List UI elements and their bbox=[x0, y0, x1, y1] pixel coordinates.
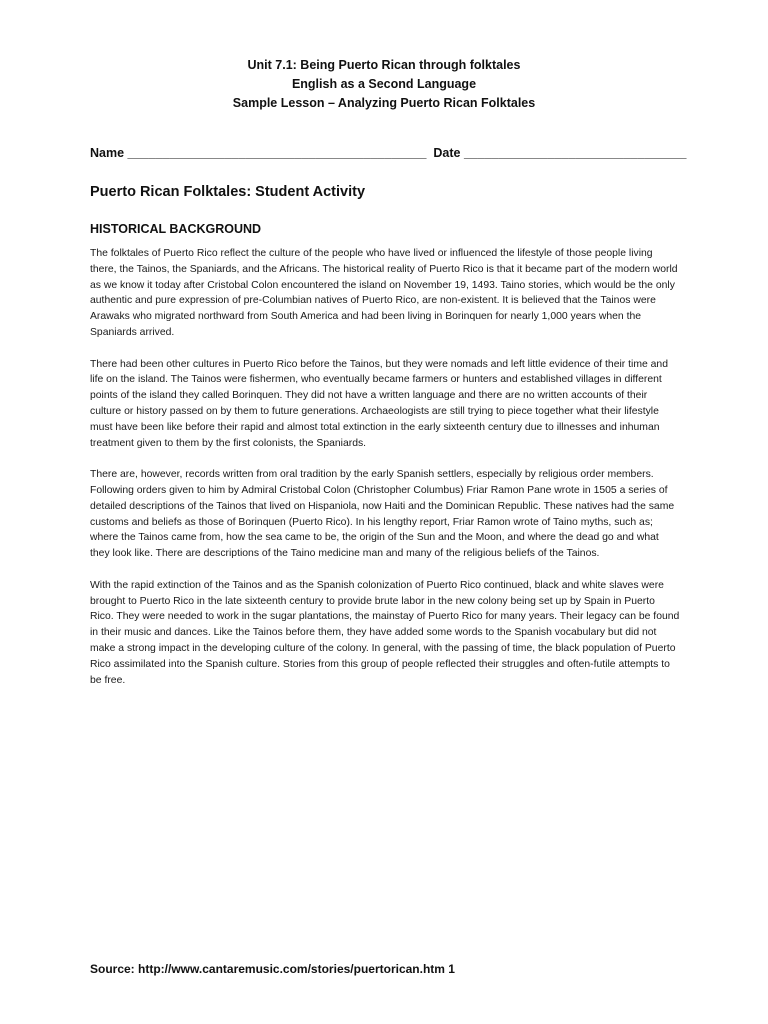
paragraph-1: The folktales of Puerto Rico reflect the culture of the people who have lived or influenced the lifestyle of those people living there, the Tainos, the Spaniards, and the Africans. The historical reality of Puerto Rico is that it became part of the modern world as we know it today after Cristobal Colon encountered the island on November 19, 1493. Taino stories, which would be the only authentic and pure expression of pre-Columbian natives of Puerto Rico, are non-existent. It is believed that the Tainos were Arawaks who migrated northward from South America and had been living in Borinquen for nearly 1,000 years when the Spaniards arrived. bbox=[90, 248, 678, 338]
document-header bbox=[0, 56, 768, 113]
course-name: English as a Second Language bbox=[291, 77, 477, 91]
source-footer: Source: http://www.cantaremusic.com/stories/puertorican.htm 1 bbox=[90, 962, 455, 976]
body-text bbox=[90, 246, 680, 704]
section-heading: HISTORICAL BACKGROUND bbox=[90, 222, 262, 236]
paragraph-4: With the rapid extinction of the Tainos and as the Spanish colonization of Puerto Rico continued, black and white slaves were brought to Puerto Rico in the late sixteenth century to provide brute labor in the new colony being set up by Spain in Puerto Rico. They were needed to work in the sugar plantations, the mainstay of Puerto Rico for many years. Their legacy can be found in their music and dances. Like the Tainos before them, they have added some words to the Spanish vocabulary but did not make a strong impact in the developing culture of the colony. In general, with the passing of time, the black population of Puerto Rico assimilated into the Spanish culture. Stories from this group of people reflected their struggles and often-futile attempts to be free. bbox=[90, 579, 680, 686]
name-date-line: Name ___________________________________________ Date ________________________________ bbox=[90, 146, 687, 160]
unit-title: Unit 7.1: Being Puerto Rican through folktales bbox=[247, 58, 521, 72]
lesson-title: Sample Lesson – Analyzing Puerto Rican Folktales bbox=[232, 96, 536, 110]
paragraph-3: There are, however, records written from oral tradition by the early Spanish settlers, especially by religious order members. Following orders given to him by Admiral Cristobal Colon (Christopher Columbus) Friar Ramon Pane wrote in 1505 a series of detailed descriptions of the Tainos that lived on Hispaniola, now Haiti and the Dominican Republic. These natives had the same customs and beliefs as those of Borinquen (Puerto Rico). In his lengthy report, Friar Ramon wrote of Taino myths, such as; where the Tainos came from, how the sea came to be, the origin of the Sun and the Moon, and where the dead go and what they look like. There are descriptions of the Taino medicine man and many of the religious beliefs of the Tainos. bbox=[90, 469, 675, 560]
activity-title: Puerto Rican Folktales: Student Activity bbox=[90, 184, 366, 200]
paragraph-2: There had been other cultures in Puerto Rico before the Tainos, but they were nomads and left little evidence of their time and life on the island. The Tainos were fishermen, who eventually became farmers or hunters and established villages in different points of the island they called Borinquen. They did not have a written language and there are no written accounts of their culture or history passed on by them to future generations. Archaeologists are still trying to piece together what their lifestyle must have been like before their rapid and almost total extinction in the early sixteenth century due to illnesses and inhuman treatment given to them by the first colonists, the Spaniards. bbox=[90, 358, 668, 449]
